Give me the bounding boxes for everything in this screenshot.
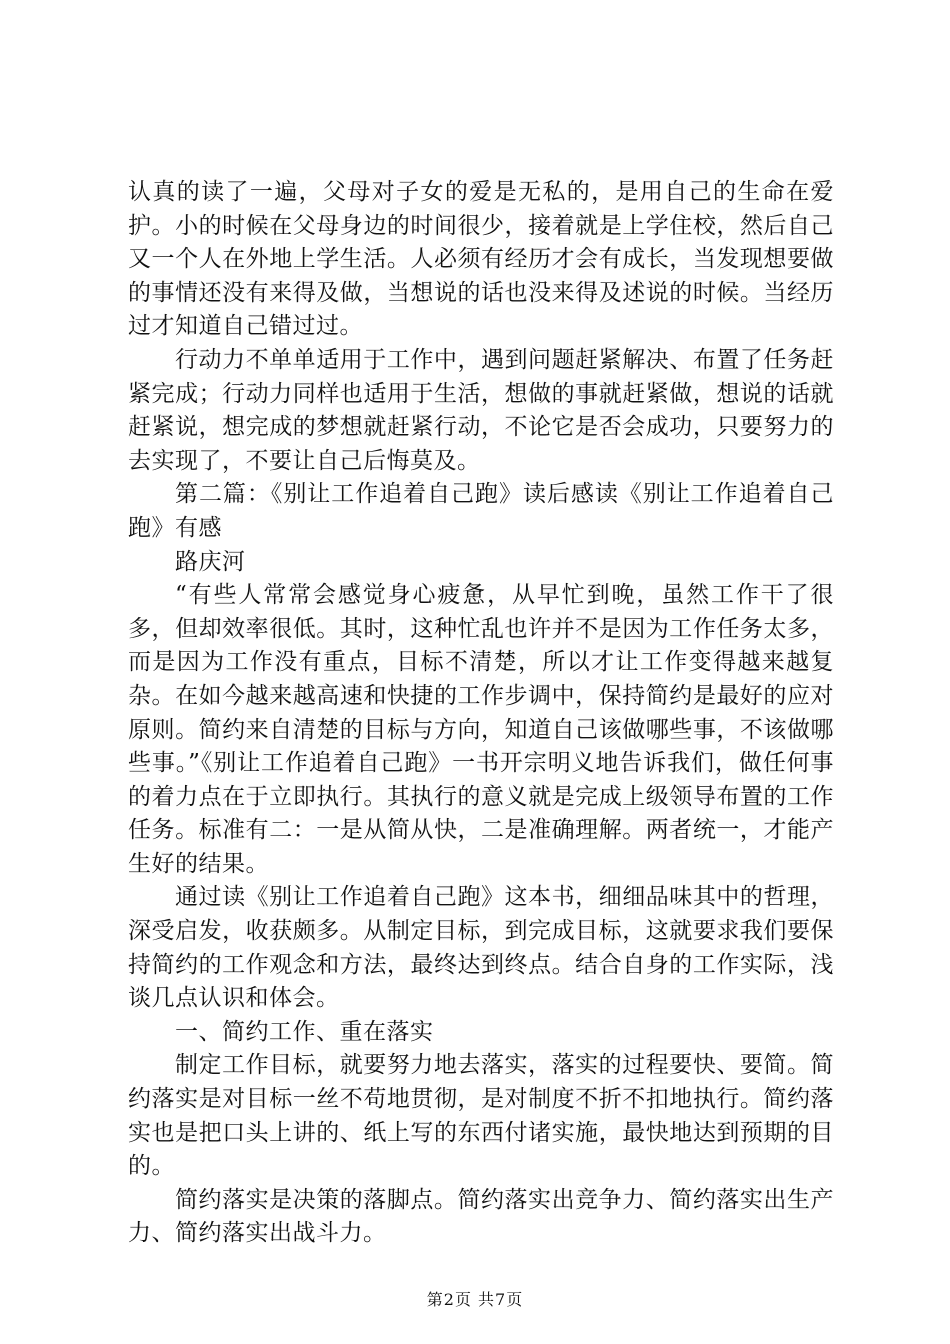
page-number-footer: 第2页 共7页 [426,1290,524,1309]
paragraph: 行动力不单单适用于工作中，遇到问题赶紧解决、布置了任务赶紧完成；行动力同样也适用于生活，想做的事就赶紧做，想说的话就赶紧说，想完成的梦想就赶紧行动，不论它是否会成功，只要努力的去实现了，不要让自己后悔莫及。 [128,346,834,474]
paragraph: 简约落实是决策的落脚点。简约落实出竞争力、简约落实出生产力、简约落实出战斗力。 [128,1186,834,1247]
paragraph: 通过读《别让工作追着自己跑》这本书，细细品味其中的哲理，深受启发，收获颇多。从制定目标，到完成目标，这就要求我们要保持简约的工作观念和方法，最终达到终点。结合自身的工作实际，浅谈几点认识和体会。 [128,884,834,1012]
document-body [128,176,834,1251]
subsection-heading: 一、简约工作、重在落实 [175,1018,434,1045]
paragraph: 制定工作目标，就要努力地去落实，落实的过程要快、要简。简约落实是对目标一丝不苟地贯彻，是对制度不折不扣地执行。简约落实也是把口头上讲的、纸上写的东西付诸实施，最快地达到预期的目的。 [128,1052,834,1180]
author-name: 路庆河 [175,548,246,575]
section-heading: 第二篇：《别让工作追着自己跑》读后感读《别让工作追着自己跑》有感 [128,481,834,541]
paragraph: “有些人常常会感觉身心疲惫，从早忙到晚，虽然工作干了很多，但却效率很低。其时，这种忙乱也许并不是因为工作任务太多，而是因为工作没有重点，目标不清楚，所以才让工作变得越来越复杂。在如今越来越高速和快捷的工作步调中，保持简约是最好的应对原则。简约来自清楚的目标与方向，知道自己该做哪些事，不该做哪些事。”《别让工作追着自己跑》一书开宗明义地告诉我们，做任何事的着力点在于立即执行。其执行的意义就是完成上级领导布置的工作任务。标准有二：一是从简从快，二是准确理解。两者统一，才能产生好的结果。 [128,582,834,877]
paragraph: 认真的读了一遍，父母对子女的爱是无私的，是用自己的生命在爱护。小的时候在父母身边的时间很少，接着就是上学住校，然后自己又一个人在外地上学生活。人必须有经历才会有成长，当发现想要做的事情还没有来得及做，当想说的话也没来得及述说的时候。当经历过才知道自己错过过。 [128,179,834,340]
